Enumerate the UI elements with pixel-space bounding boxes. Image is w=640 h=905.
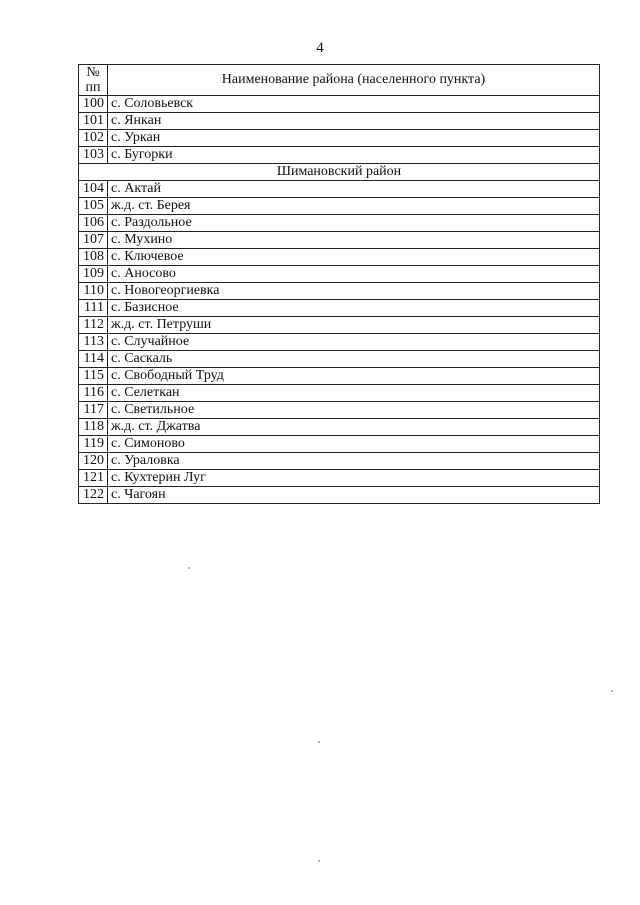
settlement-name: с. Саскаль	[108, 351, 600, 368]
header-number-label: № пп	[85, 65, 101, 95]
table-row	[79, 147, 600, 164]
table-row	[79, 181, 600, 198]
table-row	[79, 266, 600, 283]
settlement-name: с. Бугорки	[108, 147, 600, 164]
row-number: 112	[79, 317, 108, 334]
row-number: 100	[79, 96, 108, 113]
settlement-name: с. Мухино	[108, 232, 600, 249]
settlement-name: с. Селеткан	[108, 385, 600, 402]
settlement-name: с. Ключевое	[108, 249, 600, 266]
page-number: 4	[316, 40, 324, 56]
table-row	[79, 453, 600, 470]
row-number: 114	[79, 351, 108, 368]
row-number: 102	[79, 130, 108, 147]
table-row	[79, 487, 600, 504]
settlement-name: с. Чагоян	[108, 487, 600, 504]
row-number: 106	[79, 215, 108, 232]
scan-speck	[611, 690, 613, 692]
settlement-name: с. Янкан	[108, 113, 600, 130]
settlement-name: с. Новогеоргиевка	[108, 283, 600, 300]
settlement-name: ж.д. ст. Берея	[108, 198, 600, 215]
row-number: 117	[79, 402, 108, 419]
table-row	[79, 402, 600, 419]
row-number: 120	[79, 453, 108, 470]
table-row	[79, 300, 600, 317]
settlement-name: с. Соловьевск	[108, 96, 600, 113]
table-row	[79, 130, 600, 147]
settlement-name: ж.д. ст. Джатва	[108, 419, 600, 436]
table-row	[79, 368, 600, 385]
district-row	[79, 164, 600, 181]
table-header-row	[79, 65, 600, 96]
header-name-label: Наименование района (населенного пункта)	[221, 72, 486, 87]
scan-speck	[188, 567, 190, 569]
row-number: 118	[79, 419, 108, 436]
table-row	[79, 96, 600, 113]
table-row	[79, 283, 600, 300]
settlement-name: ж.д. ст. Петруши	[108, 317, 600, 334]
row-number: 107	[79, 232, 108, 249]
table-row	[79, 334, 600, 351]
scan-speck	[318, 860, 320, 862]
settlement-name: с. Кухтерин Луг	[108, 470, 600, 487]
row-number: 113	[79, 334, 108, 351]
row-number: 105	[79, 198, 108, 215]
settlement-name: с. Раздольное	[108, 215, 600, 232]
row-number: 116	[79, 385, 108, 402]
row-number: 103	[79, 147, 108, 164]
table-row	[79, 470, 600, 487]
header-number-cell	[79, 65, 108, 96]
table-row	[79, 351, 600, 368]
table-row	[79, 215, 600, 232]
table-row	[79, 249, 600, 266]
settlement-name: с. Актай	[108, 181, 600, 198]
header-name-cell	[108, 65, 600, 96]
row-number: 101	[79, 113, 108, 130]
row-number: 104	[79, 181, 108, 198]
table-row	[79, 232, 600, 249]
row-number: 110	[79, 283, 108, 300]
settlement-name: с. Базисное	[108, 300, 600, 317]
district-name: Шимановский район	[79, 164, 600, 181]
settlement-name: с. Случайное	[108, 334, 600, 351]
settlement-name: с. Свободный Труд	[108, 368, 600, 385]
row-number: 115	[79, 368, 108, 385]
settlement-name: с. Ураловка	[108, 453, 600, 470]
table-row	[79, 113, 600, 130]
settlement-name: с. Светильное	[108, 402, 600, 419]
table-row	[79, 385, 600, 402]
table-row	[79, 436, 600, 453]
row-number: 108	[79, 249, 108, 266]
row-number: 122	[79, 487, 108, 504]
row-number: 111	[79, 300, 108, 317]
scan-speck	[318, 741, 320, 743]
table-row	[79, 419, 600, 436]
table-row	[79, 198, 600, 215]
settlement-name: с. Уркан	[108, 130, 600, 147]
settlement-name: с. Аносово	[108, 266, 600, 283]
row-number: 121	[79, 470, 108, 487]
table-row	[79, 317, 600, 334]
row-number: 119	[79, 436, 108, 453]
row-number: 109	[79, 266, 108, 283]
settlements-table	[78, 64, 600, 504]
table-body	[79, 96, 600, 504]
settlement-name: с. Симоново	[108, 436, 600, 453]
